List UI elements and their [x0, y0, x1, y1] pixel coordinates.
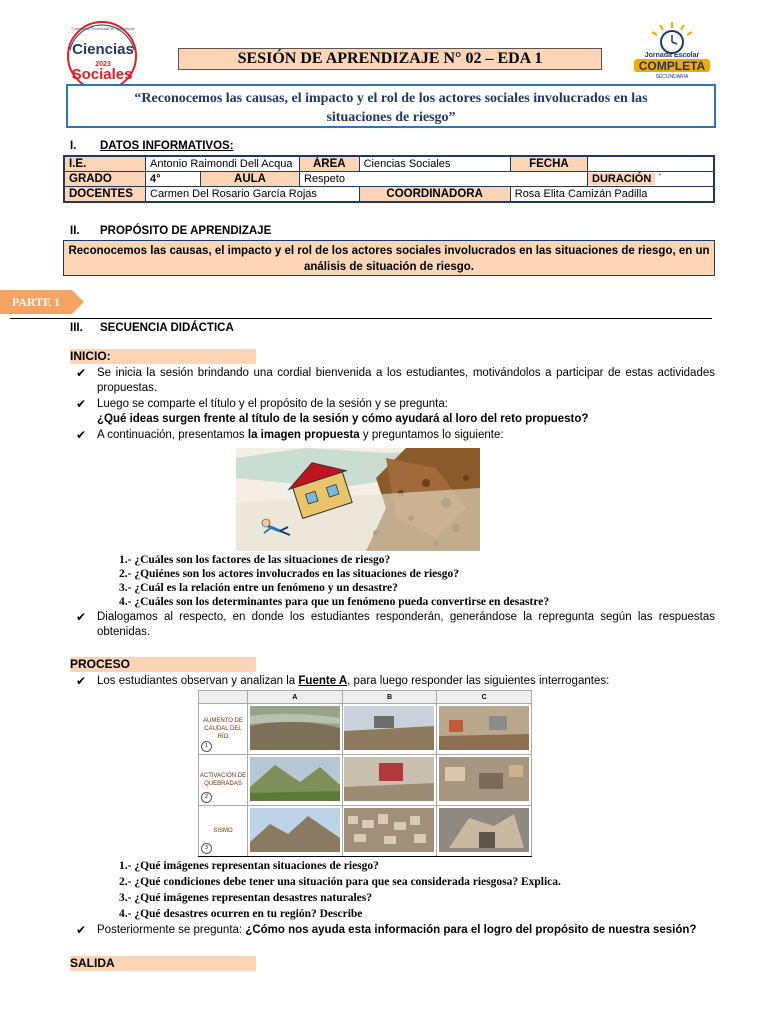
jornada-escolar-logo: [630, 20, 714, 80]
inicio-paragraph-3: [76, 428, 715, 443]
photo-river-flood-a: [248, 704, 343, 755]
proceso-p1-pre: Los estudiantes observan y analizan la: [97, 675, 299, 687]
photo-river-flood-b: [342, 704, 437, 755]
subtitle-line1: “Reconocemos las causas, el impacto y el rol de los actores sociales involucrados en las: [134, 91, 648, 106]
grid-row-label-1: [199, 704, 248, 755]
duracion-label: DURACIÓN: [588, 173, 655, 185]
ciencias-sociales-logo: [62, 16, 144, 86]
fecha-value: [588, 156, 714, 172]
inicio-p4-text: Dialogamos al respecto, en donde los estudiantes responderán, generándose la repregunta según las respuestas obtenidas.: [97, 611, 715, 638]
proceso-question-4: 4.- ¿Qué desastres ocurren en tu región? Describe: [119, 908, 363, 920]
grid-col-a: A: [248, 691, 343, 704]
photo-river-flood-c: [437, 704, 532, 755]
parte-1-label: PARTE 1: [11, 295, 61, 309]
proceso-question-1: 1.- ¿Qué imágenes representan situaciones de riesgo?: [119, 860, 379, 872]
section-3-number: III.: [70, 322, 83, 334]
row-2-text: ACTIVACIÓN DE QUEBRADAS: [199, 773, 247, 787]
logo-left-line3: 2023: [95, 61, 111, 68]
checkmark-icon: ✔: [76, 674, 87, 688]
grado-value: 4°: [146, 172, 201, 187]
checkmark-icon: ✔: [76, 428, 87, 442]
purpose-line2: análisis de situación de riesgo.: [303, 261, 474, 273]
docentes-value: Carmen Del Rosario García Rojas: [146, 187, 360, 203]
proceso-questions: [119, 858, 561, 922]
inicio-p1-text: Se inicia la sesión brindando una cordial bienvenida a los estudiantes, motivándolos a participar de estas actividades propuestas.: [97, 367, 715, 394]
section-2-title: PROPÓSITO DE APRENDIZAJE: [100, 225, 272, 237]
duracion-value: ´: [658, 173, 663, 185]
salida-label: SALIDA: [70, 956, 256, 971]
photo-quebrada-a: [248, 755, 343, 806]
inicio-questions: [119, 553, 549, 609]
proceso-paragraph-1: [76, 674, 715, 689]
proceso-question-3: 3.- ¿Qué imágenes representan desastres naturales?: [119, 892, 372, 904]
row-2-number: 2: [201, 792, 212, 803]
purpose-box: [63, 240, 715, 276]
proceso-question-2: 2.- ¿Qué condiciones debe tener una situación para que sea considerada riesgosa? Explica.: [119, 876, 561, 888]
logo-left-line2: Sociales: [71, 66, 133, 83]
aula-label: AULA: [201, 172, 300, 187]
grid-row-label-3: [199, 806, 248, 857]
grid-col-c: C: [437, 691, 532, 704]
logo-right-line1: Jornada Escolar: [644, 52, 700, 59]
area-label: ÁREA: [300, 156, 360, 172]
section-2-heading: [70, 225, 271, 237]
grid-corner: [199, 691, 248, 704]
ie-value: Antonio Raimondi Dell Acqua: [146, 156, 300, 172]
inicio-paragraph-2: [76, 397, 715, 427]
inicio-paragraph-4: [76, 610, 715, 640]
area-value: Ciencias Sociales: [359, 156, 510, 172]
session-title: SESIÓN DE APRENDIZAJE N° 02 – EDA 1: [178, 48, 602, 70]
inicio-p2-question: ¿Qué ideas surgen frente al título de la sesión y cómo ayudará al loro del reto propuesto?: [97, 413, 589, 425]
inicio-p3-pre: A continuación, presentamos: [97, 429, 248, 441]
logo-right-line3: SECUNDARIA: [655, 74, 689, 80]
subtitle-line2: situaciones de riesgo”: [326, 110, 456, 125]
landslide-illustration: [236, 448, 480, 551]
section-1-title: DATOS INFORMATIVOS:: [100, 140, 234, 152]
logo-right-line2: COMPLETA: [638, 59, 706, 73]
section-3-title: SECUENCIA DIDÁCTICA: [100, 322, 234, 334]
row-1-text: AUMENTO DE CAUDAL DEL RÍO: [203, 718, 243, 740]
aula-value: Respeto: [300, 172, 588, 187]
inicio-question-4: 4.- ¿Cuáles son los determinantes para que un fenómeno pueda convertirse en desastre?: [119, 596, 550, 608]
fecha-label: FECHA: [510, 156, 587, 172]
photo-quebrada-b: [342, 755, 437, 806]
proceso-p2-pre: Posteriormente se pregunta:: [97, 924, 246, 936]
photo-sismo-b: [342, 806, 437, 857]
grado-label: GRADO: [64, 172, 146, 187]
photo-sismo-a: [248, 806, 343, 857]
inicio-p2-line1: Luego se comparte el título y el propósito de la sesión y se pregunta:: [97, 398, 448, 410]
inicio-p3-post: y preguntamos lo siguiente:: [359, 429, 504, 441]
inicio-question-3: 3.- ¿Cuál es la relación entre un fenómeno y un desastre?: [119, 582, 398, 594]
row-3-text: SISMO: [213, 828, 233, 834]
proceso-label: PROCESO: [70, 657, 256, 672]
row-1-number: 1: [201, 741, 212, 752]
purpose-line1: Reconocemos las causas, el impacto y el rol de los actores sociales involucrados en las situaciones de riesgo, en un: [68, 245, 710, 257]
duracion-cell: [588, 172, 714, 187]
inicio-label: INICIO:: [70, 349, 256, 364]
logo-left-line1: Ciencias: [72, 41, 134, 58]
inicio-question-1: 1.- ¿Cuáles son los factores de las situaciones de riesgo?: [119, 554, 391, 566]
section-2-number: II.: [70, 225, 80, 237]
coordinadora-value: Rosa Elita Camizán Padilla: [510, 187, 714, 203]
inicio-question-2: 2.- ¿Quiénes son los actores involucrados en las situaciones de riesgo?: [119, 568, 460, 580]
grid-underline: [198, 856, 532, 857]
proceso-p2-bold: ¿Cómo nos ayuda esta información para el logro del propósito de nuestra sesión?: [245, 924, 697, 936]
photo-sismo-c: [437, 806, 532, 857]
ie-label: I.E.: [64, 156, 146, 172]
grid-row-label-2: [199, 755, 248, 806]
coordinadora-label: COORDINADORA: [359, 187, 510, 203]
checkmark-icon: ✔: [76, 610, 87, 624]
grid-col-b: B: [342, 691, 437, 704]
logo-left-arc: Comunidad Profesional de Aprendizaje: [71, 26, 135, 31]
divider-line: [10, 318, 712, 319]
datos-informativos-table: [63, 155, 715, 203]
fuente-a-image-grid: [198, 690, 532, 857]
row-3-number: 3: [201, 843, 212, 854]
inicio-p3-bold: la imagen propuesta: [247, 429, 360, 441]
proceso-p1-post: , para luego responder las siguientes interrogantes:: [347, 675, 610, 687]
proceso-paragraph-2: [76, 923, 715, 938]
parte-1-tag: [0, 290, 84, 314]
docentes-label: DOCENTES: [64, 187, 146, 203]
photo-quebrada-c: [437, 755, 532, 806]
checkmark-icon: ✔: [76, 397, 87, 411]
inicio-paragraph-1: [76, 366, 715, 396]
section-3-heading: [70, 322, 234, 334]
checkmark-icon: ✔: [76, 366, 87, 380]
section-1-number: I.: [70, 140, 77, 152]
checkmark-icon: ✔: [76, 923, 87, 937]
session-subtitle: [66, 84, 716, 128]
fuente-a-link: Fuente A: [298, 675, 348, 687]
section-1-heading: [70, 140, 234, 152]
